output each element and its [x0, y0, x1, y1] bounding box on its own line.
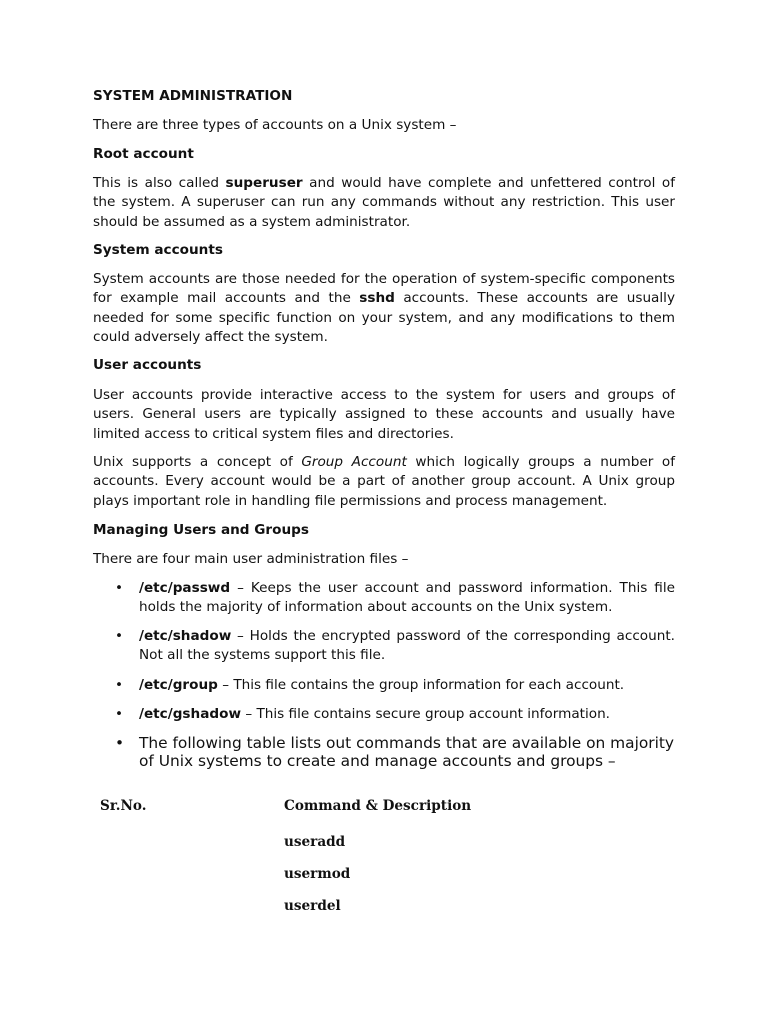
- intro-paragraph: There are three types of accounts on a Unix system –: [93, 117, 457, 133]
- file-name: /etc/gshadow: [139, 706, 242, 722]
- file-name: /etc/group: [139, 677, 218, 693]
- file-name: /etc/shadow: [139, 628, 232, 644]
- system-accounts-title: System accounts: [93, 242, 223, 258]
- file-desc: – This file contains the group information for each account.: [217, 677, 625, 693]
- system-accounts-paragraph: [93, 270, 675, 348]
- file-desc: – Keeps the user account and password information. This file holds the majority of information about accounts on the Unix system.: [139, 580, 675, 616]
- col-header-command: Command & Description: [284, 798, 472, 814]
- group-text-start: Unix supports a concept of: [93, 454, 302, 470]
- root-text-end: and would have complete and unfettered control of the system. A superuser can run any commands without any restriction. This user should be assumed as a system administrator.: [93, 175, 675, 230]
- list-item: [139, 627, 675, 666]
- user-accounts-title: User accounts: [93, 357, 202, 373]
- list-item: [139, 676, 675, 695]
- superuser-term: superuser: [225, 175, 303, 191]
- managing-intro: There are four main user administration files –: [93, 551, 409, 567]
- table-intro: The following table lists out commands that are available on majority of Unix systems to create and manage accounts and groups –: [139, 734, 675, 770]
- bullet-marker: •: [115, 706, 124, 722]
- system-text-start: System accounts are those needed for the operation of system-specific components for example mail accounts and the: [93, 271, 675, 307]
- document-heading: SYSTEM ADMINISTRATION: [93, 88, 293, 104]
- user-accounts-paragraph: User accounts provide interactive access to the system for users and groups of users. General users are typically assigned to these accounts and usually have limited access to critical system files and directories.: [93, 387, 675, 442]
- root-account-title: Root account: [93, 146, 194, 162]
- sshd-term: sshd: [359, 290, 395, 307]
- root-account-paragraph: [93, 174, 675, 232]
- managing-title: Managing Users and Groups: [93, 522, 309, 538]
- command-useradd: useradd: [284, 834, 346, 850]
- list-item: [139, 579, 675, 618]
- group-account-paragraph: [93, 453, 675, 511]
- group-text-end: which logically groups a number of accounts. Every account would be a part of another group account. A Unix group plays important role in handling file permissions and process management.: [93, 454, 675, 509]
- col-header-srno: Sr.No.: [100, 798, 147, 814]
- bullet-marker: •: [115, 734, 125, 752]
- system-text-end: accounts. These accounts are usually needed for some specific function on your system, and any modifications to them could adversely affect the system.: [93, 290, 675, 346]
- file-desc: – This file contains secure group account information.: [241, 706, 611, 722]
- bullet-marker: •: [115, 677, 124, 693]
- root-text-start: This is also called: [93, 175, 226, 191]
- bullet-marker: •: [115, 628, 124, 644]
- file-desc: – Holds the encrypted password of the corresponding account. Not all the systems support this file.: [139, 628, 675, 664]
- command-userdel: userdel: [284, 898, 341, 914]
- command-usermod: usermod: [284, 866, 351, 882]
- bullet-marker: •: [115, 580, 124, 596]
- file-name: /etc/passwd: [139, 580, 231, 596]
- group-account-term: Group Account: [301, 454, 407, 470]
- list-item: [139, 705, 675, 724]
